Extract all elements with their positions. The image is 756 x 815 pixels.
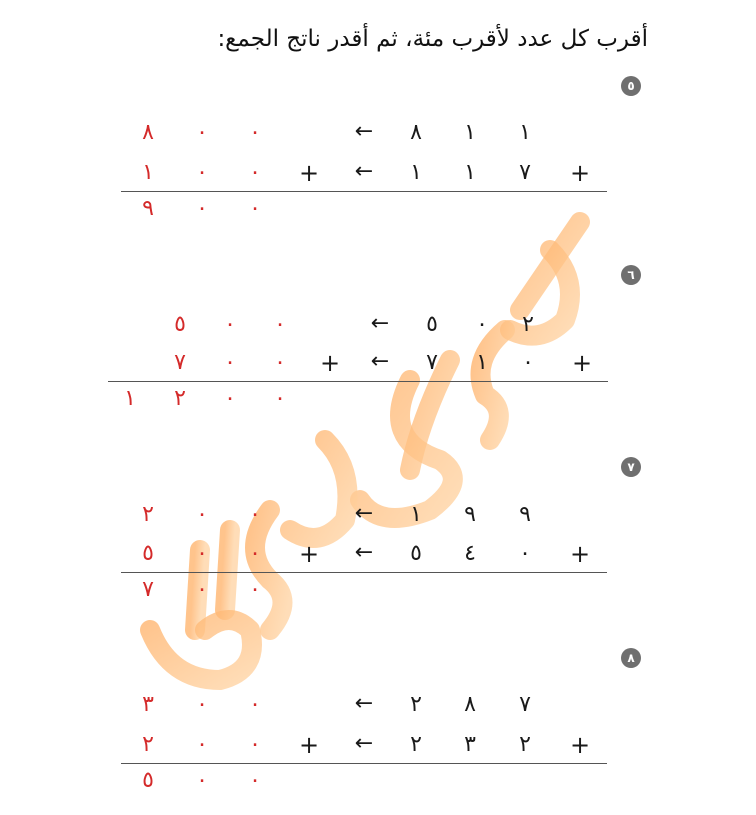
plus-sign: + [571,349,593,377]
digit: ٥ [426,312,438,337]
arrow-left-icon: ← [354,691,374,716]
rounded-digit: ٧ [174,350,186,375]
result-digit: ٥ [142,768,154,793]
result-digit: ٠ [196,768,208,793]
rounded-digit: ٠ [196,160,208,185]
digit: ٠ [476,312,488,337]
sum-line [121,763,607,764]
rounded-digit: ٠ [196,692,208,717]
digit: ٤ [464,541,476,566]
digit: ١ [476,350,488,375]
rounded-digit: ٢ [142,732,154,757]
digit: ٢ [410,692,422,717]
rounded-digit: ٠ [224,312,236,337]
problem-number: ٥ [621,76,641,96]
rounded-digit: ٥ [174,312,186,337]
rounded-digit: ٨ [142,120,154,145]
digit: ١ [410,502,422,527]
result-digit: ٠ [274,386,286,411]
plus-sign: + [569,540,591,568]
arrow-left-icon: ← [370,311,390,336]
arrow-left-icon: ← [354,540,374,565]
rounded-digit: ٠ [249,541,261,566]
rounded-digit: ٥ [142,541,154,566]
rounded-digit: ٠ [196,732,208,757]
result-digit: ٠ [249,196,261,221]
digit: ١ [464,120,476,145]
digit: ٥ [410,541,422,566]
digit: ١ [464,160,476,185]
digit: ٢ [410,732,422,757]
arrow-left-icon: ← [354,731,374,756]
problem-number: ٧ [621,457,641,477]
digit: ١ [410,160,422,185]
sum-line [121,191,607,192]
digit: ٢ [522,312,534,337]
rounded-digit: ٠ [249,692,261,717]
digit: ٧ [519,692,531,717]
digit: ٧ [426,350,438,375]
result-digit: ٠ [196,577,208,602]
problem-number: ٦ [621,265,641,285]
arrow-left-icon: ← [354,501,374,526]
plus-sign: + [298,159,320,187]
plus-sign: + [569,731,591,759]
result-digit: ٠ [249,768,261,793]
result-digit: ٠ [224,386,236,411]
rounded-digit: ١ [142,160,154,185]
digit: ٢ [519,732,531,757]
rounded-digit: ٠ [249,502,261,527]
instruction-text: أقرب كل عدد لأقرب مئة، ثم أقدر ناتج الجمع: [217,26,648,52]
result-digit: ٢ [174,386,186,411]
arrow-left-icon: ← [354,159,374,184]
result-digit: ٠ [249,577,261,602]
plus-sign: + [569,159,591,187]
plus-sign: + [319,349,341,377]
digit: ٧ [519,160,531,185]
rounded-digit: ٠ [196,120,208,145]
digit: ٨ [410,120,422,145]
arrow-left-icon: ← [354,119,374,144]
digit: ٣ [464,732,476,757]
rounded-digit: ٠ [196,541,208,566]
rounded-digit: ٠ [274,312,286,337]
rounded-digit: ٠ [196,502,208,527]
rounded-digit: ٠ [224,350,236,375]
digit: ١ [519,120,531,145]
result-digit: ٠ [196,196,208,221]
rounded-digit: ٠ [249,120,261,145]
rounded-digit: ٠ [274,350,286,375]
digit: ٩ [519,502,531,527]
problem-number: ٨ [621,648,641,668]
rounded-digit: ٢ [142,502,154,527]
digit: ٠ [519,541,531,566]
digit: ٠ [522,350,534,375]
result-digit: ٩ [142,196,154,221]
sum-line [108,381,608,382]
result-digit: ٧ [142,577,154,602]
digit: ٩ [464,502,476,527]
rounded-digit: ٣ [142,692,154,717]
plus-sign: + [298,731,320,759]
rounded-digit: ٠ [249,732,261,757]
rounded-digit: ٠ [249,160,261,185]
arrow-left-icon: ← [370,349,390,374]
digit: ٨ [464,692,476,717]
result-digit: ١ [124,386,136,411]
watermark-signature [110,210,670,770]
sum-line [121,572,607,573]
plus-sign: + [298,540,320,568]
